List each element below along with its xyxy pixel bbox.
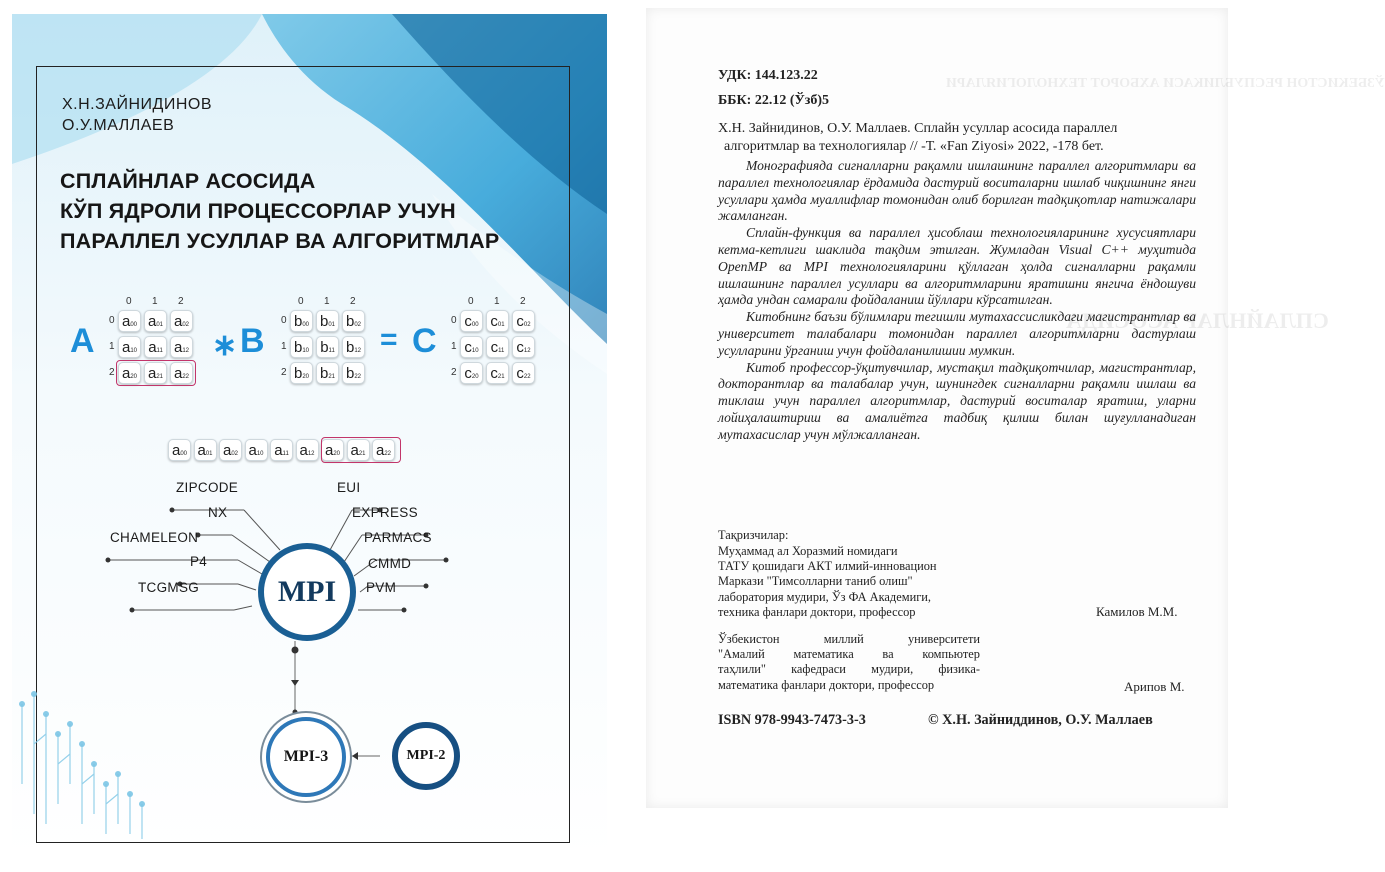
reviewer-1-line: ТАТУ қошидаги АКТ илмий-инновацион (718, 559, 937, 574)
row-index: 2 (281, 367, 287, 378)
reviewer-2-name: Арипов М. (1124, 679, 1185, 694)
column-index: 0 (468, 296, 474, 307)
abstract-paragraph-4: Китоб профессор-ўқитувчилар, мустақил тадқиқотчилар, магистрантлар, докторантлар ва талабалар учун, шунингдек сигналларни рақамли ишлаш ва тиклаш учун параллел алгоритмлар, дастурий воситалар яратиш, уларни лойиҳалаштириш ва амалиётга тадбиқ қилиш билан шуғулланадиган мутахасислар учун мўлжалланган. (718, 359, 1196, 442)
matrix-b-label: B (240, 322, 265, 360)
equals-sign: = (380, 323, 398, 356)
row-index: 1 (281, 341, 287, 352)
tech-label-pvm: PVM (366, 580, 397, 595)
matrix-c-label: C (412, 322, 437, 360)
mpi3-circle: MPI-3 (266, 717, 346, 797)
matrix-cell: c 21 (486, 362, 509, 384)
title-line-2: КЎП ЯДРОЛИ ПРОЦЕССОРЛАР УЧУН (60, 199, 456, 223)
row-index: 2 (451, 367, 457, 378)
reviewer-1-line: лаборатория мудири, Ўз ФА Академиги, (718, 589, 932, 604)
column-index: 2 (178, 296, 184, 307)
row-highlight-flattened (321, 437, 401, 463)
flattened-cell: a 00 (168, 439, 191, 461)
tech-label-cmmd: CMMD (368, 556, 412, 571)
matrix-cell: b 12 (342, 336, 365, 358)
column-index: 2 (520, 296, 526, 307)
matrix-cell: c 02 (512, 310, 535, 332)
matrix-cell: b 02 (342, 310, 365, 332)
matrix-cell: b 00 (290, 310, 313, 332)
matrix-cell: c 01 (486, 310, 509, 332)
reviewer-2-line: "Амалий математика ва компьютер (718, 647, 980, 662)
tech-label-tcgmsg: TCGMSG (138, 580, 200, 595)
row-index: 1 (451, 341, 457, 352)
tech-label-express: EXPRESS (352, 505, 418, 520)
reviewer-1-name: Камилов М.М. (1096, 604, 1178, 619)
tech-label-eui: EUI (337, 480, 361, 495)
citation-line-2: алгоритмлар ва технологиялар // -Т. «Fan Ziyosi» 2022, -178 бет. (724, 139, 1104, 154)
tech-label-p4: P4 (190, 554, 208, 569)
matrix-cell: a 02 (170, 310, 193, 332)
title-line-1: СПЛАЙНЛАР АСОСИДА (60, 169, 316, 193)
matrix-cell: a 11 (144, 336, 167, 358)
author-2: О.У.МАЛЛАЕВ (62, 117, 175, 134)
row-highlight-matrix-a (116, 360, 196, 386)
row-index: 2 (109, 367, 115, 378)
abstract-paragraph-1: Монографияда сигналларни рақамли ишлашнинг параллел алгоритмлари ва параллел технологиялар ёрдамида дастурий воситаларни ишлаб чиқишнинг янги усуллари ҳамда муаллифлар томонидан олиб борилган тадқиқотлар натижалари жамланган. (718, 158, 1196, 224)
tech-label-parmacs: PARMACS (364, 530, 432, 545)
matrix-cell: a 20 (118, 362, 141, 384)
citation-line-1: Х.Н. Зайнидинов, О.У. Маллаев. Сплайн усуллар асосида параллел (718, 121, 1118, 136)
reviewer-1-line: Муҳаммад ал Хоразмий номидаги (718, 544, 898, 558)
abstract-paragraph-2: Сплайн-функция ва параллел ҳисоблаш технологияларининг хусусиятлари кетма-кетлиги шаклида тақдим этилган. Жумладан Visual C++ муҳитида OpenMP ва MPI технологияларини қўллаган ҳолда сигналларни рақамли ишлашнинг параллел усуллари ва алгоритмларини яратишни янгича ёндошуви ҳамда ундан самарали фойдаланиш йўллари кўрсатилган. (718, 225, 1196, 308)
citation (718, 120, 1117, 156)
column-index: 0 (126, 296, 132, 307)
matrix-cell: c 00 (460, 310, 483, 332)
matrix-cell: a 01 (144, 310, 167, 332)
flattened-cell: a 21 (347, 439, 370, 461)
row-index: 1 (109, 341, 115, 352)
matrix-cell: a 10 (118, 336, 141, 358)
matrix-cell: a 12 (170, 336, 193, 358)
matrix-cell: b 11 (316, 336, 339, 358)
reviewers-label: Тақризчилар: (718, 528, 789, 542)
reviewer-1-line: Маркази "Тимсолларни таниб олиш" (718, 574, 913, 589)
cover-authors (62, 94, 212, 136)
tech-label-chameleon: CHAMELEON (110, 530, 199, 545)
column-index: 1 (324, 296, 330, 307)
matrix-cell: c 20 (460, 362, 483, 384)
abstract-paragraph-3: Китобнинг баъзи бўлимлари тегишли мутахассисликдаги магистрантлар ва университет талабалари томонидан параллел алгоритмларни дастурлаш усулларини ўрганиш учун фойдаланилишии мумкин. (718, 309, 1196, 358)
matrix-cell: b 21 (316, 362, 339, 384)
imprint-page (646, 8, 1385, 808)
flattened-cell: a 01 (194, 439, 217, 461)
row-index: 0 (109, 315, 115, 326)
multiply-sign: ∗ (212, 329, 238, 362)
reviewer-1-line: техника фанлари доктори, профессор (718, 604, 916, 619)
matrix-a-label: A (70, 322, 95, 360)
column-index: 1 (152, 296, 158, 307)
matrix-cell: b 01 (316, 310, 339, 332)
tech-label-zipcode: ZIPCODE (176, 480, 239, 495)
udk-code: УДК: 144.123.22 (718, 68, 818, 83)
isbn: ISBN 978-9943-7473-3-3 (718, 712, 866, 728)
row-index: 0 (451, 315, 457, 326)
mpi-circle: MPI (258, 543, 356, 641)
flattened-cell: a 10 (245, 439, 268, 461)
matrix-cell: a 00 (118, 310, 141, 332)
column-index: 0 (298, 296, 304, 307)
book-cover (12, 14, 607, 859)
reviewer-2-affiliation (718, 632, 980, 693)
tech-label-nx: NX (208, 505, 228, 520)
flattened-cell: a 12 (296, 439, 319, 461)
bleed-through-text: ЎЗБЕКИСТОН РЕСПУБЛИКАСИ АХБОРОТ ТЕХНОЛОГИЯЛАРИ (946, 76, 1385, 91)
column-index: 1 (494, 296, 500, 307)
matrix-cell: b 22 (342, 362, 365, 384)
reviewer-2-line: таҳлили" кафедраси мудири, физика- (718, 662, 980, 677)
mpi2-circle: MPI-2 (392, 722, 460, 790)
reviewer-2-line: математика фанлари доктори, профессор (718, 677, 935, 692)
reviewer-2-line: Ўзбекистон миллий университети (718, 632, 980, 646)
copyright: © Х.Н. Зайниддинов, О.У. Маллаев (928, 712, 1153, 728)
matrix-cell: c 12 (512, 336, 535, 358)
matrix-cell: b 10 (290, 336, 313, 358)
matrix-cell: a 21 (144, 362, 167, 384)
flattened-cell: a 20 (321, 439, 344, 461)
flattened-cell: a 02 (219, 439, 242, 461)
matrix-cell: c 22 (512, 362, 535, 384)
title-line-3: ПАРАЛЛЕЛ УСУЛЛАР ВА АЛГОРИТМЛАР (60, 229, 500, 253)
matrix-cell: a 22 (170, 362, 193, 384)
matrix-cell: b 20 (290, 362, 313, 384)
bleed-through-text-2: СПЛАЙНЛАР АСОСИДА (1066, 308, 1329, 333)
reviewer-1-affiliation (718, 544, 988, 620)
matrix-cell: c 11 (486, 336, 509, 358)
row-index: 0 (281, 315, 287, 326)
abstract (718, 158, 1196, 444)
flattened-cell: a 22 (372, 439, 395, 461)
flattened-cell: a 11 (270, 439, 293, 461)
author-1: Х.Н.ЗАЙНИДИНОВ (62, 96, 213, 113)
column-index: 2 (350, 296, 356, 307)
bbk-code: ББК: 22.12 (Ўзб)5 (718, 93, 830, 108)
matrix-cell: c 10 (460, 336, 483, 358)
book-title (60, 166, 560, 256)
